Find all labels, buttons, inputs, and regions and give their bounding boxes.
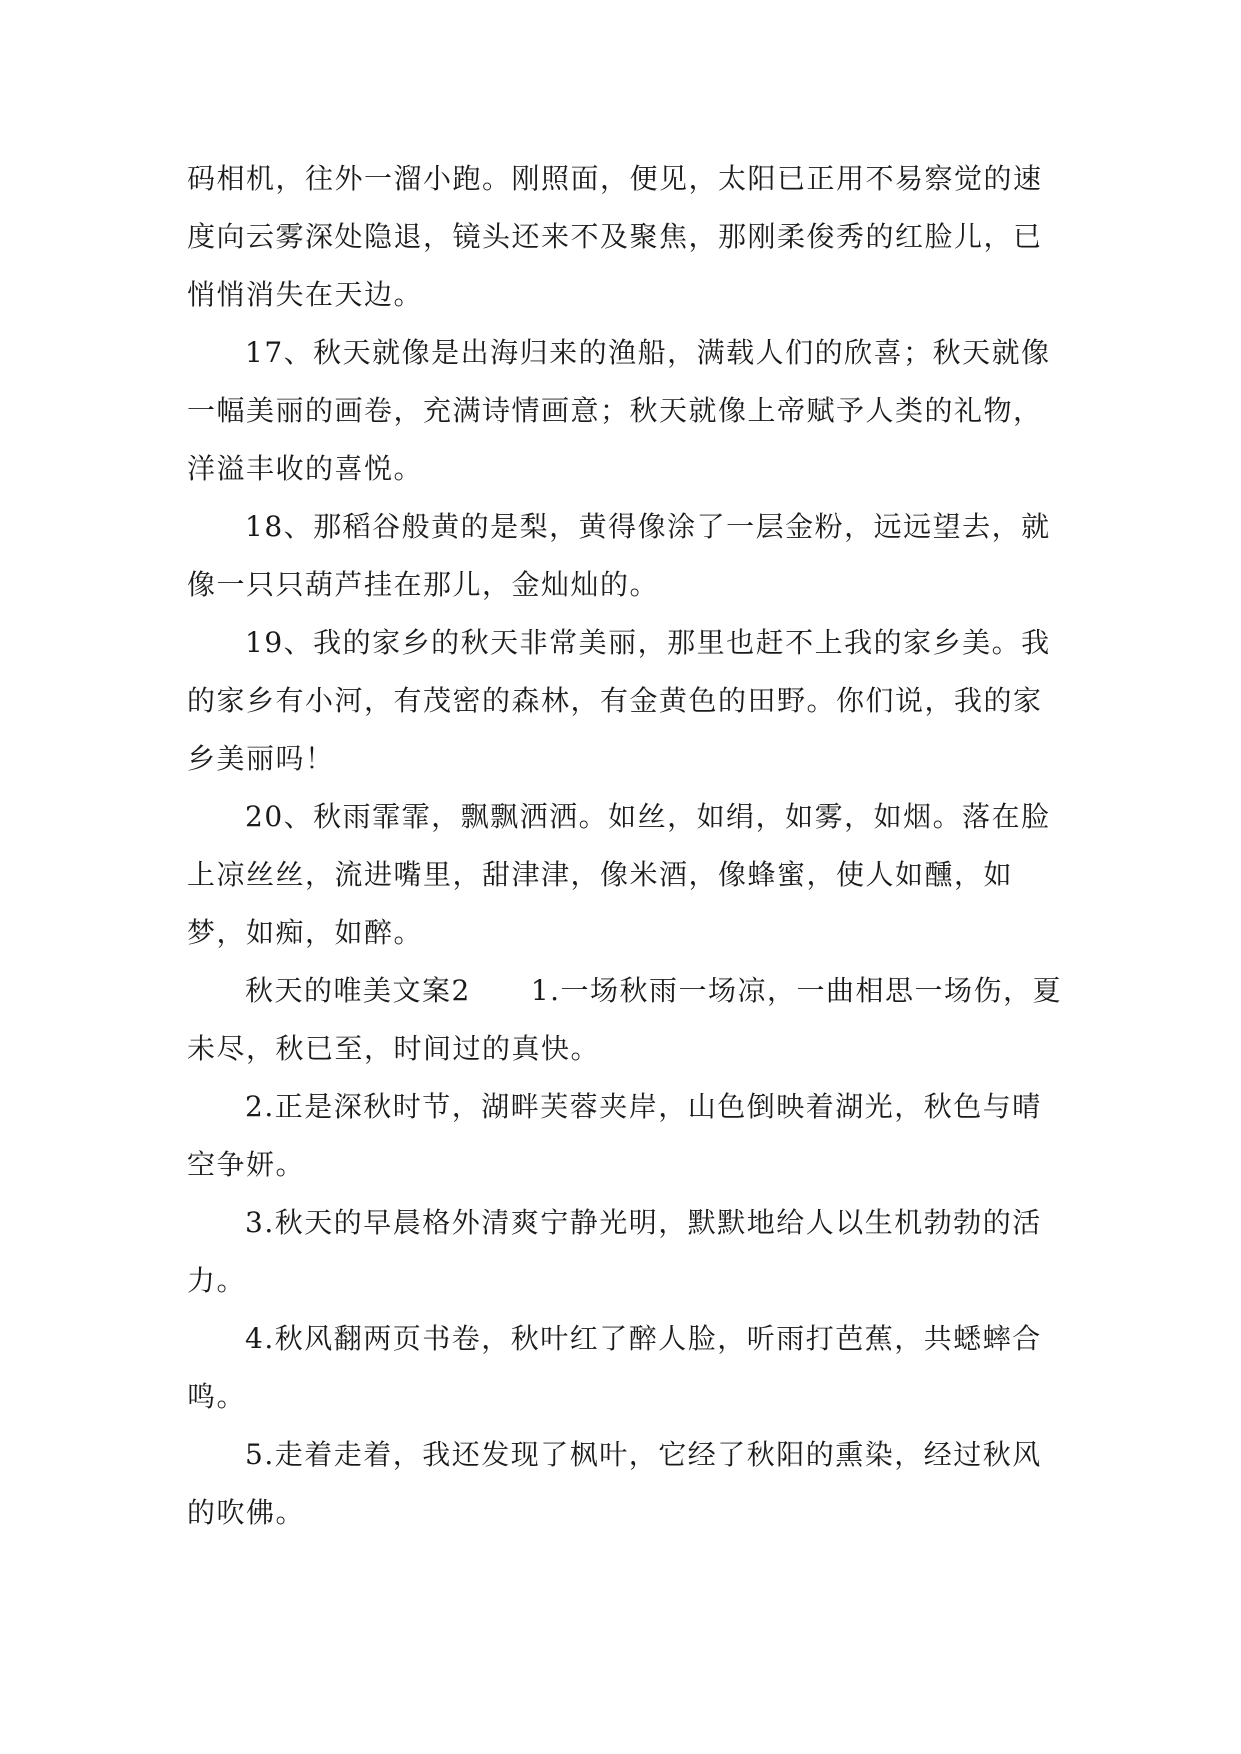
paragraph-17: 17、秋天就像是出海归来的渔船，满载人们的欣喜；秋天就像一幅美丽的画卷，充满诗情画意；秋天就像上帝赋予人类的礼物，洋溢丰收的喜悦。	[187, 336, 1051, 485]
document-body	[187, 150, 1067, 1542]
paragraph-19: 19、我的家乡的秋天非常美丽，那里也赶不上我的家乡美。我的家乡有小河，有茂密的森林，有金黄色的田野。你们说，我的家乡美丽吗！	[187, 626, 1051, 775]
paragraph-18: 18、那稻谷般黄的是梨，黄得像涂了一层金粉，远远望去，就像一只只葫芦挂在那儿，金灿灿的。	[187, 510, 1051, 601]
list-item-2: 2.正是深秋时节，湖畔芙蓉夹岸，山色倒映着湖光，秋色与晴空争妍。	[187, 1090, 1042, 1181]
paragraph-20: 20、秋雨霏霏，飘飘洒洒。如丝，如绢，如雾，如烟。落在脸上凉丝丝，流进嘴里，甜津津，像米酒，像蜂蜜，使人如醺，如梦，如痴，如醉。	[187, 800, 1051, 949]
section-heading: 秋天的唯美文案2	[245, 974, 471, 1007]
paragraph-continued: 码相机，往外一溜小跑。刚照面，便见，太阳已正用不易察觉的速度向云雾深处隐退，镜头还来不及聚焦，那刚柔俊秀的红脸儿，已悄悄消失在天边。	[187, 162, 1043, 311]
list-item-5: 5.走着走着，我还发现了枫叶，它经了秋阳的熏染，经过秋风的吹佛。	[187, 1438, 1042, 1529]
section-item-1: 1.一场秋雨一场凉，一曲相思一场伤，夏未尽，秋已至，时间过的真快。	[187, 974, 1063, 1065]
section-paragraph	[187, 962, 1067, 1078]
list-item-3: 3.秋天的早晨格外清爽宁静光明，默默地给人以生机勃勃的活力。	[187, 1206, 1042, 1297]
list-item-4: 4.秋风翻两页书卷，秋叶红了醉人脸，听雨打芭蕉，共蟋蟀合鸣。	[187, 1322, 1042, 1413]
